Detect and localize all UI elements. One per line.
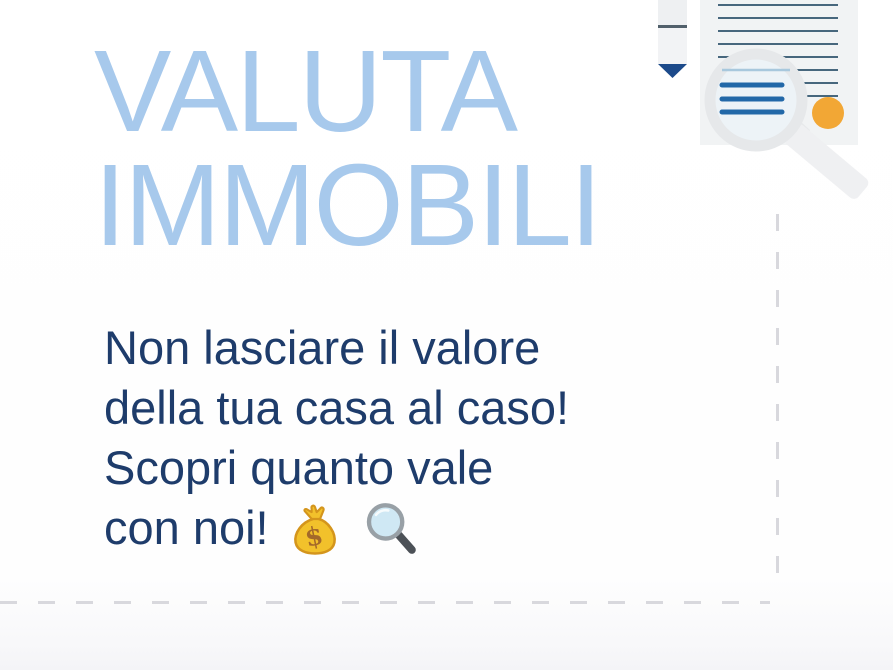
page-title <box>94 26 601 270</box>
tagline <box>104 318 569 558</box>
money-bag-icon <box>288 502 342 570</box>
magnifying-glass-emoji-icon <box>361 500 419 570</box>
title-line-1: VALUTA <box>94 26 517 156</box>
tagline-line-3: Scopri quanto vale <box>104 441 494 494</box>
title-line-2: IMMOBILI <box>94 140 601 270</box>
tagline-line-4 <box>104 498 569 558</box>
pencil-icon <box>658 0 687 78</box>
tagline-line-1: Non lasciare il valore <box>104 321 541 374</box>
document-appraisal-illustration <box>650 0 893 200</box>
dashed-border-horizontal <box>0 601 770 604</box>
tagline-line-4-text: con noi! <box>104 501 269 554</box>
tagline-line-2: della tua casa al caso! <box>104 381 570 434</box>
svg-text:$: $ <box>301 519 326 553</box>
seal-icon <box>812 97 844 129</box>
dashed-border-vertical <box>776 214 779 592</box>
